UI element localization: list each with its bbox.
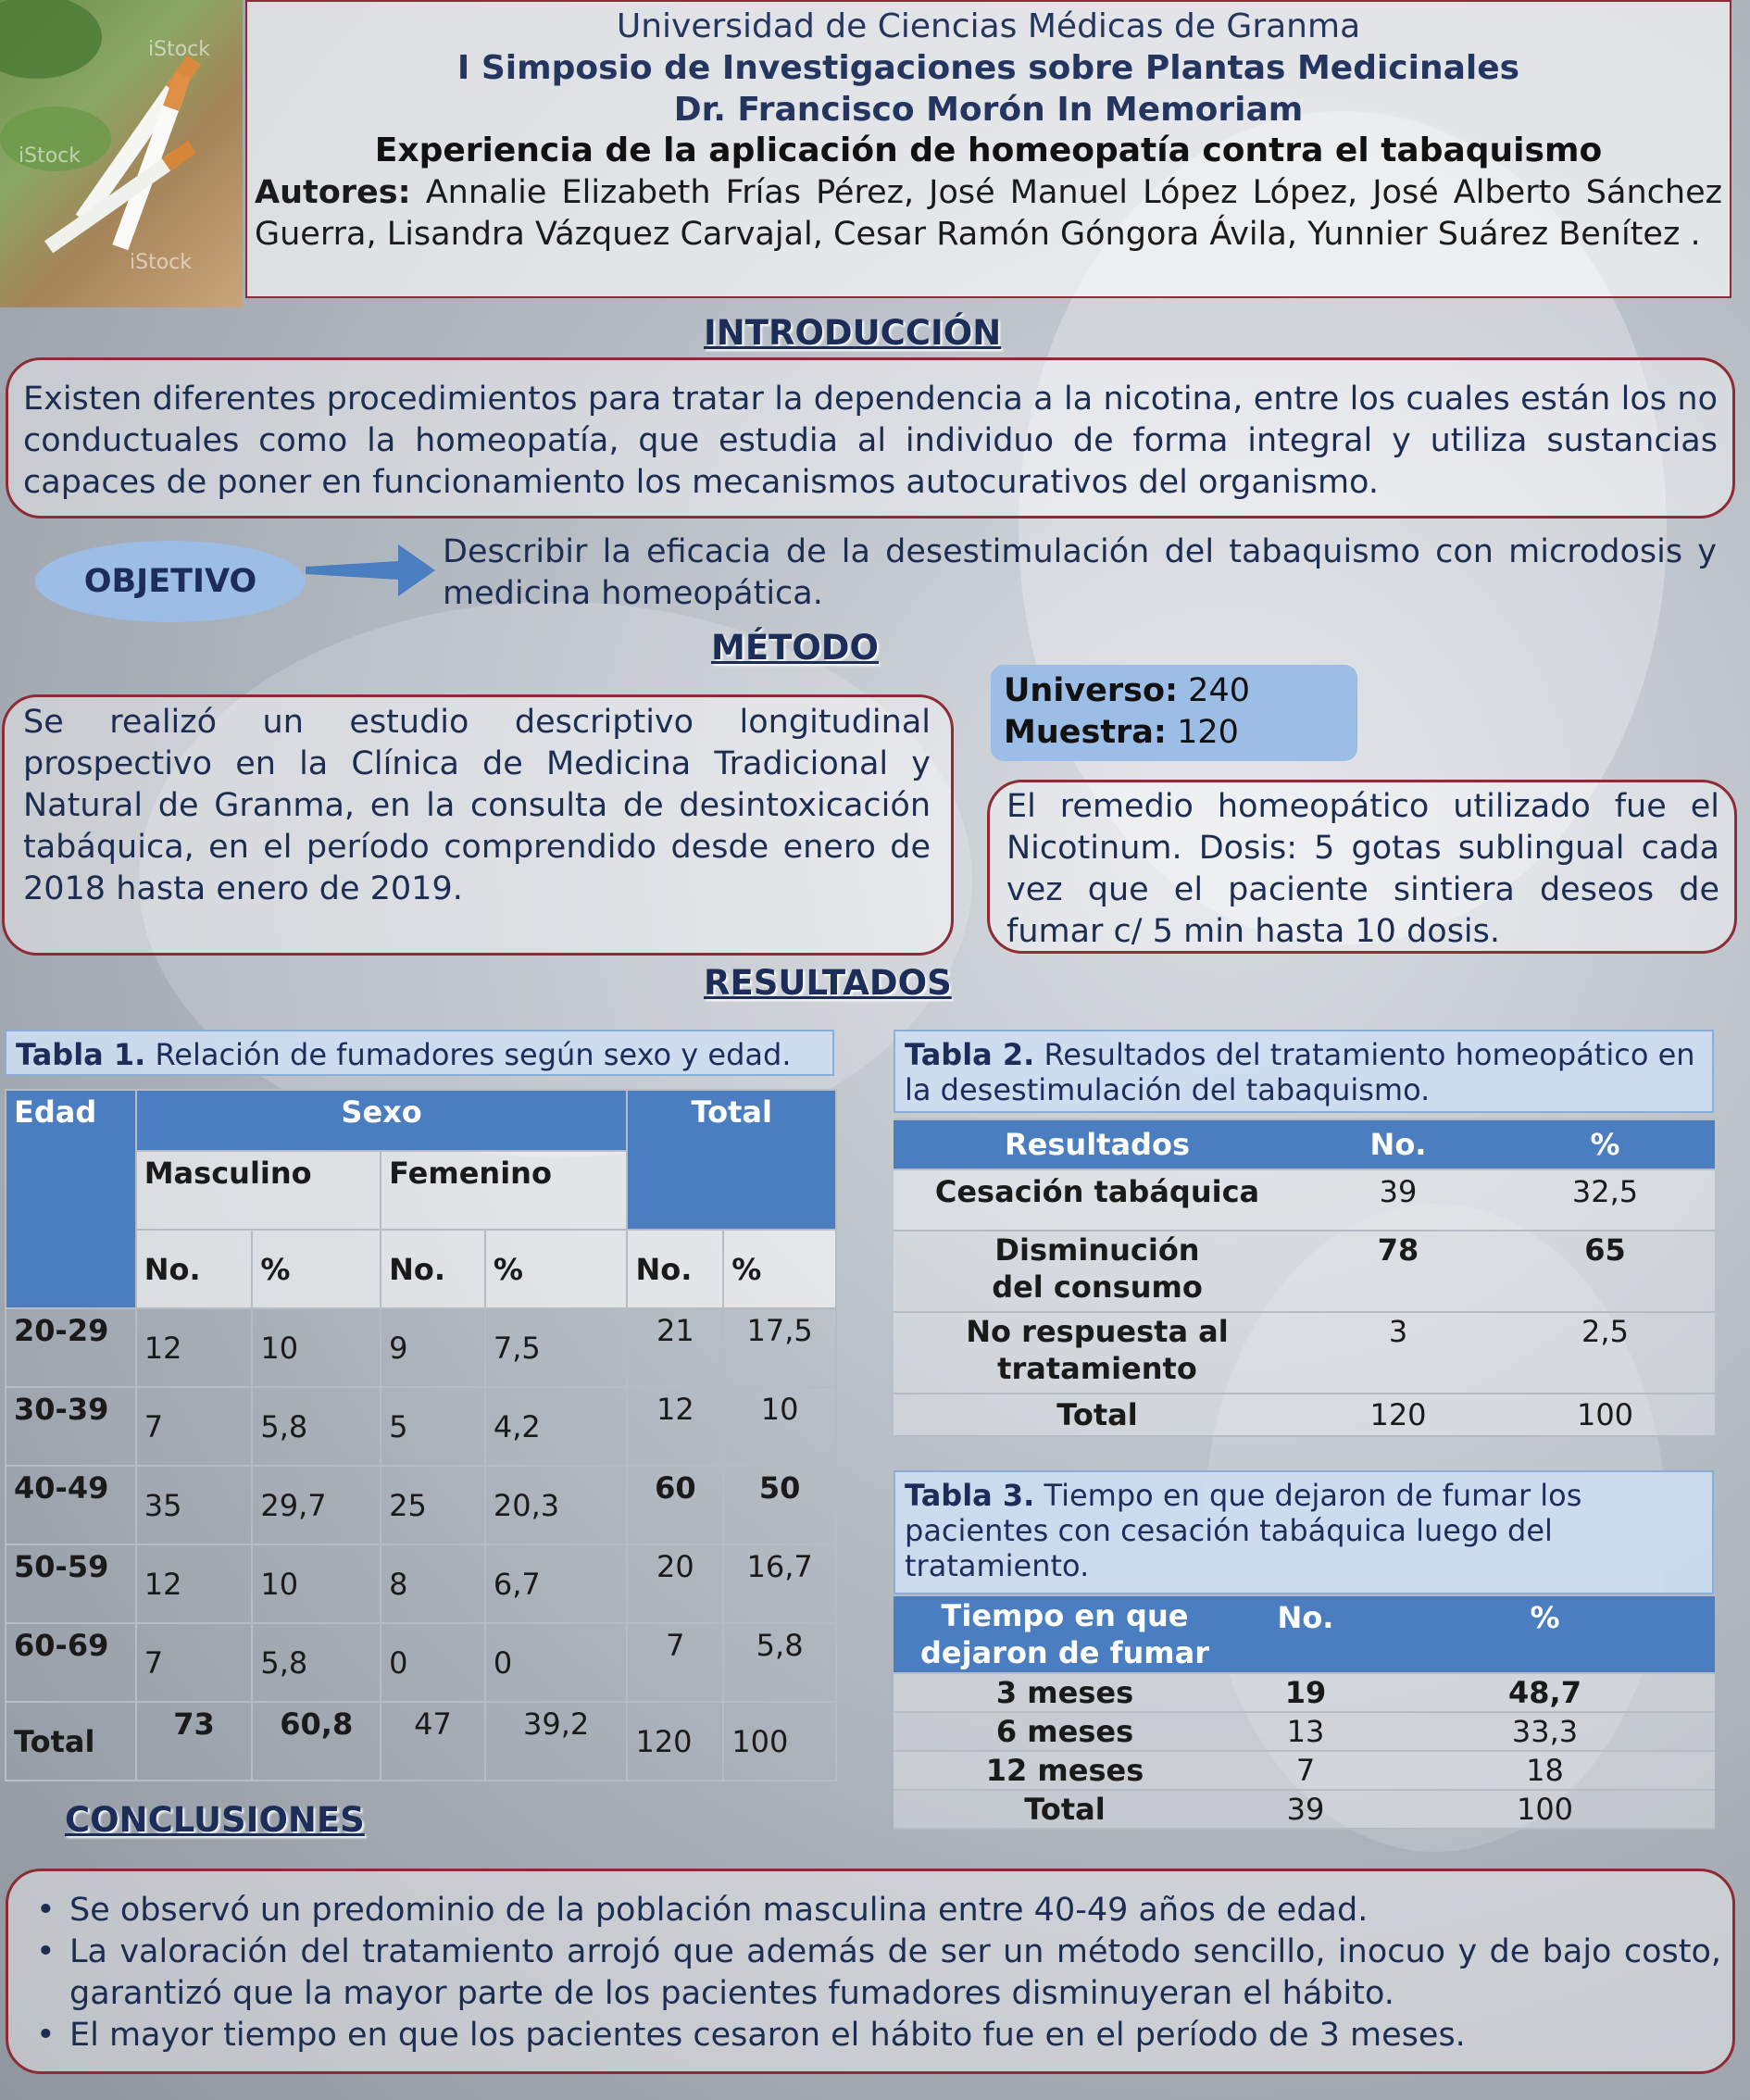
resultados-title: RESULTADOS — [704, 963, 952, 1003]
cell-tiempo: Total — [894, 1790, 1236, 1829]
cell: 18 — [1375, 1751, 1715, 1790]
introduccion-title: INTRODUCCIÓN — [704, 313, 1002, 353]
table-row-total — [894, 1394, 1715, 1436]
cell: 0 — [381, 1623, 485, 1702]
cell: 48,7 — [1375, 1673, 1715, 1712]
authors-label: Autores: — [255, 174, 411, 211]
tabla3-caption-text: Tiempo en que dejaron de fumar los pacientes con cesación tabáquica luego del tratamiento. — [905, 1478, 1582, 1583]
table-row — [894, 1751, 1715, 1790]
cell-edad: 40-49 — [6, 1466, 136, 1544]
header-pct: % — [723, 1230, 836, 1308]
cell: 120 — [1301, 1394, 1495, 1436]
objetivo-label: OBJETIVO — [35, 541, 306, 622]
remedio-text: El remedio homeopático utilizado fue el Nicotinum. Dosis: 5 gotas sublingual cada vez que el paciente sintiera deseos de fumar c/ 5 min hasta 10 dosis. — [1006, 788, 1719, 950]
tabla3 — [894, 1594, 1715, 1830]
tabla3-caption-label: Tabla 3. — [905, 1478, 1035, 1513]
header-no: No. — [1236, 1595, 1375, 1673]
conclusiones-box — [6, 1869, 1735, 2074]
header-photo — [0, 0, 243, 307]
cell: 13 — [1236, 1712, 1375, 1751]
cell: 8 — [381, 1544, 485, 1623]
table-row — [894, 1169, 1715, 1231]
header-pct: % — [1495, 1119, 1715, 1169]
cell: 32,5 — [1495, 1169, 1715, 1231]
tabla1 — [5, 1089, 837, 1781]
cell: 9 — [381, 1308, 485, 1387]
introduccion-box — [6, 357, 1735, 519]
cell: 4,2 — [485, 1387, 628, 1466]
introduccion-text: Existen diferentes procedimientos para tratar la dependencia a la nicotina, entre los cuales están los no conductuales como la homeopatía, que estudia al individuo de forma integral y utiliza sustancias capaces de poner en funcionamiento los mecanismos autocurativos del organismo. — [23, 381, 1718, 501]
remedio-box — [987, 780, 1737, 954]
cell: 100 — [1495, 1394, 1715, 1436]
table-row-total — [6, 1702, 836, 1781]
table-row — [894, 1673, 1715, 1712]
muestra-label: Muestra: — [1004, 714, 1167, 751]
cell: 12 — [136, 1308, 253, 1387]
cell: 33,3 — [1375, 1712, 1715, 1751]
cell: 10 — [252, 1544, 381, 1623]
arrow-right-icon — [306, 543, 435, 598]
cell: 20 — [627, 1544, 723, 1623]
conclusion-text: El mayor tiempo en que los pacientes cesaron el hábito fue en el período de 3 meses. — [69, 2017, 1466, 2054]
cell: 6,7 — [485, 1544, 628, 1623]
cell: 7 — [627, 1623, 723, 1702]
symposium-title: I Simposio de Investigaciones sobre Plantas Medicinales — [456, 49, 1520, 87]
universo-line — [1004, 670, 1250, 712]
list-item — [8, 1890, 1721, 1931]
cell: 39 — [1236, 1790, 1375, 1829]
header-no: No. — [1301, 1119, 1495, 1169]
bullet-icon: • — [36, 2017, 56, 2054]
cell-edad: 50-59 — [6, 1544, 136, 1623]
muestra-value: 120 — [1177, 714, 1239, 751]
table-row — [6, 1623, 836, 1702]
cell-edad: Total — [6, 1702, 136, 1781]
cell: 10 — [723, 1387, 836, 1466]
cell-resultado: Disminución del consumo — [894, 1231, 1301, 1312]
cell-tiempo: 3 meses — [894, 1673, 1236, 1712]
tabla1-caption — [5, 1030, 834, 1076]
cell-edad: 20-29 — [6, 1308, 136, 1387]
tabla2-caption-text: Resultados del tratamiento homeopático en la desestimulación del tabaquismo. — [905, 1037, 1695, 1107]
conclusion-text: Se observó un predominio de la población masculina entre 40-49 años de edad. — [69, 1892, 1369, 1929]
cell: 17,5 — [723, 1308, 836, 1387]
university-name: Universidad de Ciencias Médicas de Granma — [616, 7, 1361, 45]
bullet-icon: • — [36, 1892, 56, 1929]
cell-tiempo: 12 meses — [894, 1751, 1236, 1790]
tabla3-caption — [894, 1470, 1714, 1594]
cell-resultado: No respuesta al tratamiento — [894, 1312, 1301, 1394]
cell: 100 — [723, 1702, 836, 1781]
objetivo-text: Describir la eficacia de la desestimulación del tabaquismo con microdosis y medicina homeopática. — [443, 533, 1717, 612]
universo-box — [991, 665, 1357, 761]
memoriam-line: Dr. Francisco Morón In Memoriam — [673, 91, 1304, 129]
header-resultados: Resultados — [894, 1119, 1301, 1169]
header-femenino: Femenino — [381, 1151, 627, 1230]
header-tiempo: Tiempo en que dejaron de fumar — [894, 1595, 1236, 1673]
conclusion-text: La valoración del tratamiento arrojó que además de ser un método sencillo, inocuo y de bajo costo, garantizó que la mayor parte de los pacientes fumadores disminuyeran el hábito. — [69, 1933, 1721, 2012]
cell: 10 — [252, 1308, 381, 1387]
metodo-title: MÉTODO — [711, 628, 879, 668]
cell: 100 — [1375, 1790, 1715, 1829]
conclusiones-title: CONCLUSIONES — [65, 1800, 365, 1840]
header-pct: % — [485, 1230, 628, 1308]
table-row — [894, 1712, 1715, 1751]
table-row — [6, 1308, 836, 1387]
watermark-text: iStock — [19, 144, 81, 168]
header — [245, 0, 1731, 298]
list-item — [8, 2015, 1721, 2056]
cell: 2,5 — [1495, 1312, 1715, 1394]
cell: 25 — [381, 1466, 485, 1544]
universo-label: Universo: — [1004, 672, 1179, 709]
header-masculino: Masculino — [136, 1151, 381, 1230]
cell: 78 — [1301, 1231, 1495, 1312]
table-row-total — [894, 1790, 1715, 1829]
list-item — [8, 1931, 1721, 2015]
header-no: No. — [381, 1230, 485, 1308]
tabla2-caption-label: Tabla 2. — [905, 1037, 1035, 1072]
cell: 16,7 — [723, 1544, 836, 1623]
cell-tiempo: 6 meses — [894, 1712, 1236, 1751]
tabla2 — [894, 1119, 1715, 1437]
cell: 35 — [136, 1466, 253, 1544]
cell: 12 — [136, 1544, 253, 1623]
tabla2-caption — [894, 1030, 1714, 1113]
universo-value: 240 — [1188, 672, 1250, 709]
cell: 5,8 — [723, 1623, 836, 1702]
cell: 5,8 — [252, 1623, 381, 1702]
header-edad: Edad — [6, 1090, 136, 1308]
header-no: No. — [627, 1230, 723, 1308]
cell: 60,8 — [252, 1702, 381, 1781]
watermark-text: iStock — [130, 251, 192, 274]
cell: 47 — [381, 1702, 485, 1781]
table-row — [6, 1466, 836, 1544]
cell-edad: 30-39 — [6, 1387, 136, 1466]
cell: 7 — [136, 1387, 253, 1466]
cell-edad: 60-69 — [6, 1623, 136, 1702]
cell: 60 — [627, 1466, 723, 1544]
header-total: Total — [627, 1090, 836, 1230]
metodo-box — [2, 694, 954, 956]
cell: 29,7 — [252, 1466, 381, 1544]
authors-list: Annalie Elizabeth Frías Pérez, José Manuel López López, José Alberto Sánchez Guerra, Lisandra Vázquez Carvajal, Cesar Ramón Góngora Ávila, Yunnier Suárez Benítez . — [255, 174, 1722, 253]
header-pct: % — [252, 1230, 381, 1308]
header-pct: % — [1375, 1595, 1715, 1673]
cell: 19 — [1236, 1673, 1375, 1712]
cell: 39 — [1301, 1169, 1495, 1231]
cell: 7,5 — [485, 1308, 628, 1387]
cell: 120 — [627, 1702, 723, 1781]
cell: 0 — [485, 1623, 628, 1702]
cigarettes-illustration — [0, 0, 243, 307]
cell: 21 — [627, 1308, 723, 1387]
cell: 50 — [723, 1466, 836, 1544]
cell: 7 — [1236, 1751, 1375, 1790]
authors — [255, 172, 1722, 256]
cell-resultado: Cesación tabáquica — [894, 1169, 1301, 1231]
cell: 5,8 — [252, 1387, 381, 1466]
header-no: No. — [136, 1230, 253, 1308]
cell: 39,2 — [485, 1702, 628, 1781]
poster-title: Experiencia de la aplicación de homeopatía contra el tabaquismo — [374, 131, 1603, 169]
table-row — [6, 1544, 836, 1623]
muestra-line — [1004, 712, 1239, 754]
cell-resultado: Total — [894, 1394, 1301, 1436]
cell: 20,3 — [485, 1466, 628, 1544]
table-row — [6, 1387, 836, 1466]
conclusiones-list — [8, 1890, 1721, 2056]
cell: 3 — [1301, 1312, 1495, 1394]
cell: 12 — [627, 1387, 723, 1466]
table-row — [894, 1312, 1715, 1394]
header-sexo: Sexo — [136, 1090, 628, 1151]
table-row — [894, 1231, 1715, 1312]
cell: 73 — [136, 1702, 253, 1781]
cell: 5 — [381, 1387, 485, 1466]
tabla1-caption-text: Relación de fumadores según sexo y edad. — [155, 1037, 792, 1072]
metodo-text: Se realizó un estudio descriptivo longitudinal prospectivo en la Clínica de Medicina Tradicional y Natural de Granma, en la consulta de desintoxicación tabáquica, en el período comprendido desde enero de 2018 hasta enero de 2019. — [23, 704, 931, 907]
bullet-icon: • — [36, 1933, 56, 1970]
watermark-text: iStock — [148, 38, 210, 61]
cell: 7 — [136, 1623, 253, 1702]
cell: 65 — [1495, 1231, 1715, 1312]
tabla1-caption-label: Tabla 1. — [16, 1037, 146, 1072]
